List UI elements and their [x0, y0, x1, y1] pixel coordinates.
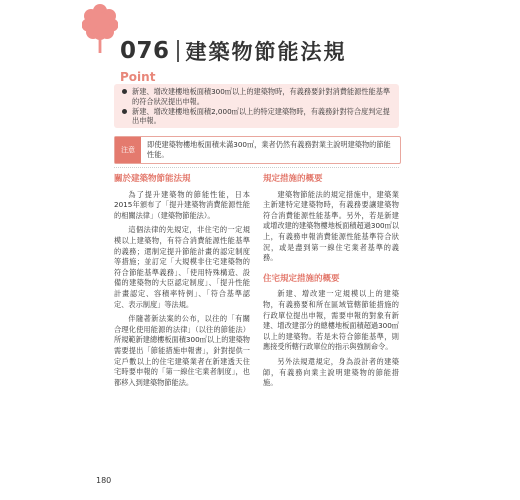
- tree-icon: [82, 2, 118, 54]
- section-heading: 規定措施的概要: [263, 174, 323, 184]
- body-paragraph: 建築物節能法的規定措施中，建築業主新建特定建築物時，有義務要讓建築物符合消費能源性能基準。另外，若是新建或增改建的建築物樓地板面積超過300㎡以上，有義務申報消費能源性能基準符合狀況，或是盡到第一線住宅業者基準的義務。: [263, 189, 399, 263]
- body-paragraph: 伴隨著新法案的公布，以往的「有關合理化使用能源的法律」（以往的節能法）所規範新建總樓板面積300㎡以上的建築物需要提出「節能措施申報書」，針對提供一定戶數以上的住宅建築業者在新建透天住宅時要申報的「第一線住宅業者制度」，也都移入到建築物節能法。: [114, 314, 250, 387]
- section-heading: 關於建築物節能法規: [114, 174, 191, 184]
- note-tag: 注意: [115, 137, 141, 163]
- point-label: Point: [120, 70, 156, 84]
- title-divider: [177, 40, 179, 62]
- page-number: 180: [96, 476, 112, 485]
- bullet-icon: [122, 89, 127, 94]
- body-paragraph: 另外法規還規定，身為設計者的建築師，有義務向業主說明建築物的節能措施。: [263, 356, 399, 388]
- point-item: 新建、增改建樓地板面積300㎡以上的建築物時，有義務要針對消費能源性能基準的符合狀況提出申報。: [122, 87, 393, 107]
- point-item: 新建、增改建樓地板面積2,000㎡以上的特定建築物時，有義務針對符合度判定提出申報。: [122, 107, 393, 127]
- left-column: [114, 174, 250, 392]
- note-text: 即使建築物樓地板面積未滿300㎡，業者仍然有義務對業主說明建築物的節能性能。: [147, 140, 391, 159]
- right-column: [263, 174, 399, 393]
- chapter-number: 076: [120, 38, 170, 64]
- body-paragraph: 為了提升建築物的節能性能，日本2015年頒布了「提升建築物消費能源性能的相關法律」（建築物節能法）。: [114, 189, 250, 220]
- body-paragraph: 這個法律的先規定，非住宅的一定規模以上建築物，有符合消費能源性能基準的義務；還制定提升節能計畫的認定制度等措施；並訂定「大規模非住宅建築物的符合節能基準義務」、「使用特殊構造、設備的建築物的大臣認定制度」、「提升性能計畫認定、容積率特例」、「符合基準認定、表示制度」等法規。: [114, 225, 250, 309]
- section-divider: [114, 167, 399, 168]
- chapter-title-row: [120, 36, 347, 66]
- point-box: [114, 84, 399, 128]
- chapter-title: 建築物節能法規: [185, 40, 347, 64]
- bullet-icon: [122, 109, 127, 114]
- body-paragraph: 新建、增改建一定規模以上的建築物，有義務要和所在區域管轄節能措施的行政單位提出申報，需要申報的對象有新建、增改建部分的總樓地板面積超過300㎡以上的建築物。若是未符合節能基準，則應接受所轄行政單位的指示與強制命令。: [263, 289, 399, 352]
- section-heading: 住宅規定措施的概要: [263, 273, 340, 284]
- note-box: [114, 136, 401, 164]
